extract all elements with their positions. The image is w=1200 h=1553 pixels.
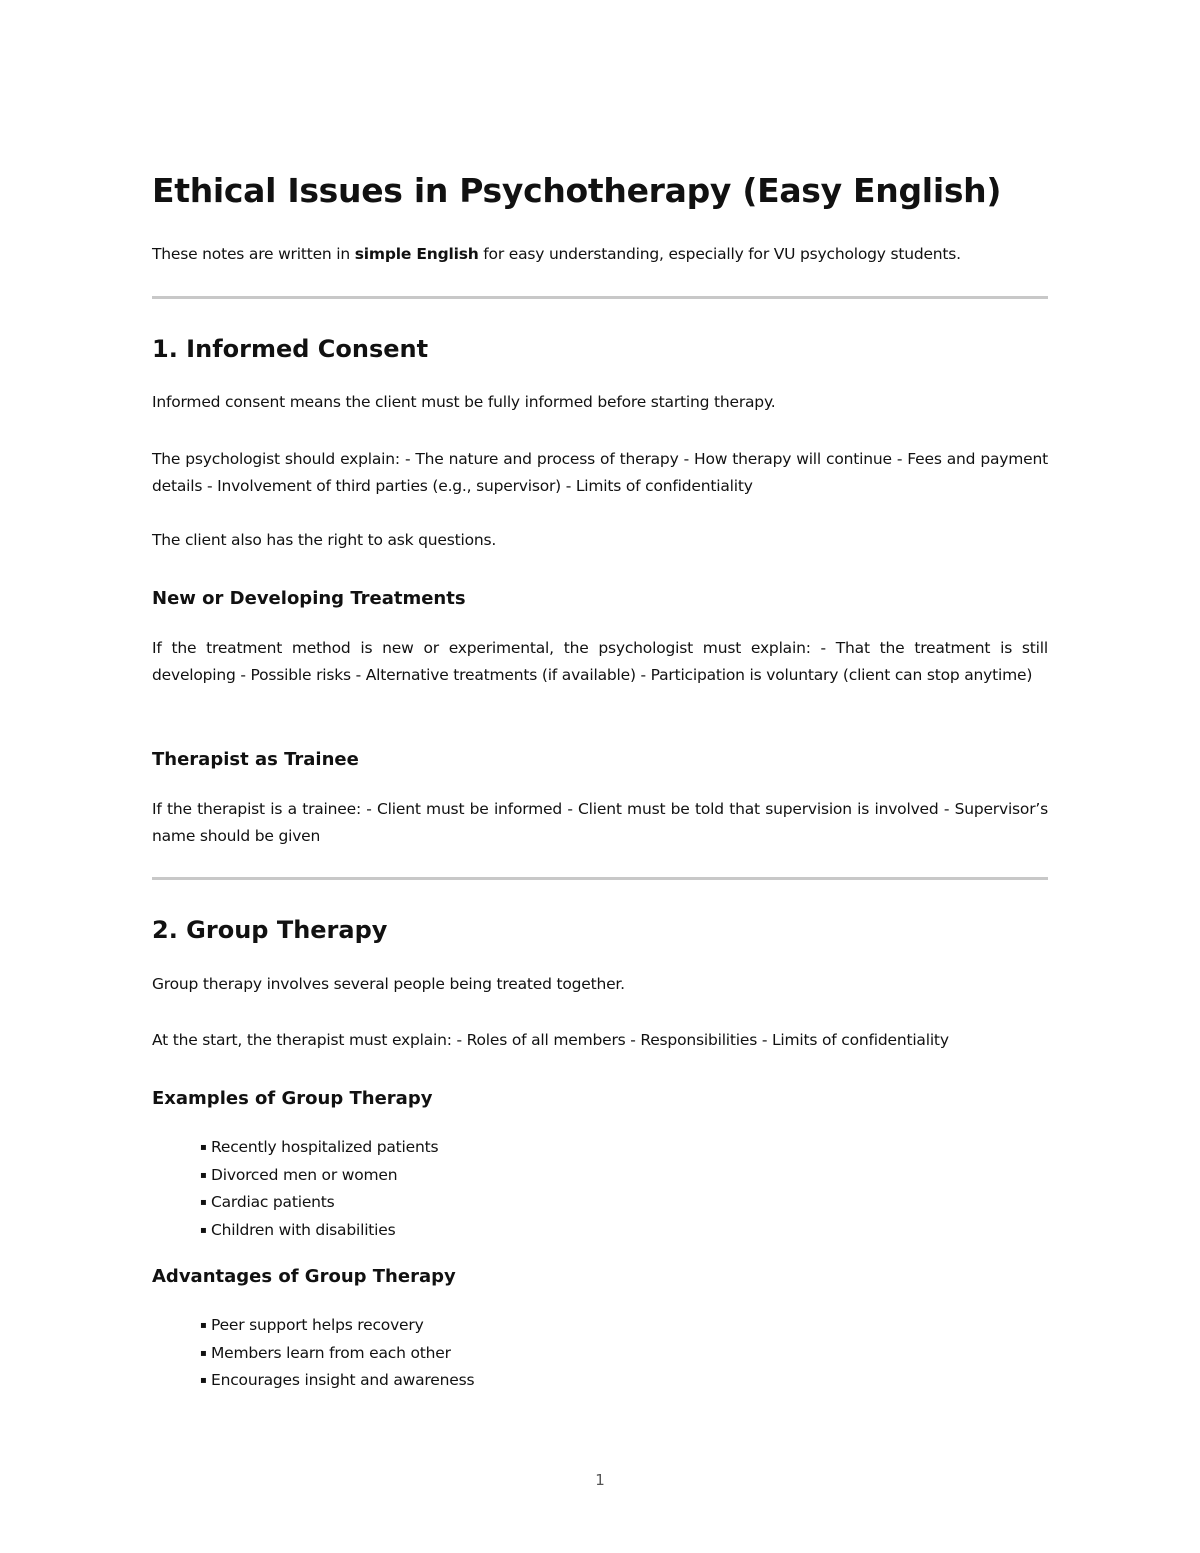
client-rights-paragraph: The client also has the right to ask questions. — [152, 531, 497, 549]
group-therapy-definition: Group therapy involves several people being treated together. — [152, 975, 625, 993]
subheading-therapist-trainee: Therapist as Trainee — [152, 749, 359, 770]
therapist-trainee-paragraph: If the therapist is a trainee: - Client must be informed - Client must be told that supervision is involved - Supervisor’s name should be given — [152, 800, 1048, 845]
section-heading-group-therapy: 2. Group Therapy — [152, 916, 388, 944]
intro-paragraph — [152, 241, 1048, 268]
informed-consent-definition: Informed consent means the client must be fully informed before starting therapy. — [152, 393, 776, 411]
list-item: ▪ Cardiac patients — [200, 1189, 438, 1217]
intro-bold-text: simple English — [354, 245, 479, 263]
psychologist-explain-paragraph: The psychologist should explain: - The nature and process of therapy - How therapy will continue - Fees and payment details - Involvement of third parties (e.g., supervisor) - Limits of confidentiality — [152, 450, 1048, 495]
section-heading-informed-consent: 1. Informed Consent — [152, 335, 429, 363]
group-advantages-list — [200, 1312, 474, 1395]
section-divider — [152, 877, 1048, 880]
section-divider — [152, 296, 1048, 299]
intro-text-before: These notes are written in — [152, 245, 355, 263]
new-treatments-paragraph: If the treatment method is new or experimental, the psychologist must explain: - That the treatment is still developing - Possible risks - Alternative treatments (if available) - Participation is voluntary (client can stop anytime) — [152, 639, 1048, 684]
document-title: Ethical Issues in Psychotherapy (Easy English) — [152, 171, 1002, 210]
subheading-group-advantages: Advantages of Group Therapy — [152, 1266, 456, 1287]
list-item: ▪ Members learn from each other — [200, 1340, 474, 1368]
group-therapy-start-paragraph: At the start, the therapist must explain: - Roles of all members - Responsibilities - Limits of confidentiality — [152, 1031, 949, 1049]
list-item: ▪ Children with disabilities — [200, 1217, 438, 1245]
page-number: 1 — [595, 1471, 605, 1489]
list-item: ▪ Peer support helps recovery — [200, 1312, 474, 1340]
list-item: ▪ Divorced men or women — [200, 1162, 438, 1190]
list-item: ▪ Encourages insight and awareness — [200, 1367, 474, 1395]
intro-text-after: for easy understanding, especially for VU psychology students. — [478, 245, 961, 263]
group-examples-list — [200, 1134, 438, 1244]
subheading-group-examples: Examples of Group Therapy — [152, 1088, 433, 1109]
subheading-new-treatments: New or Developing Treatments — [152, 588, 466, 609]
list-item: ▪ Recently hospitalized patients — [200, 1134, 438, 1162]
